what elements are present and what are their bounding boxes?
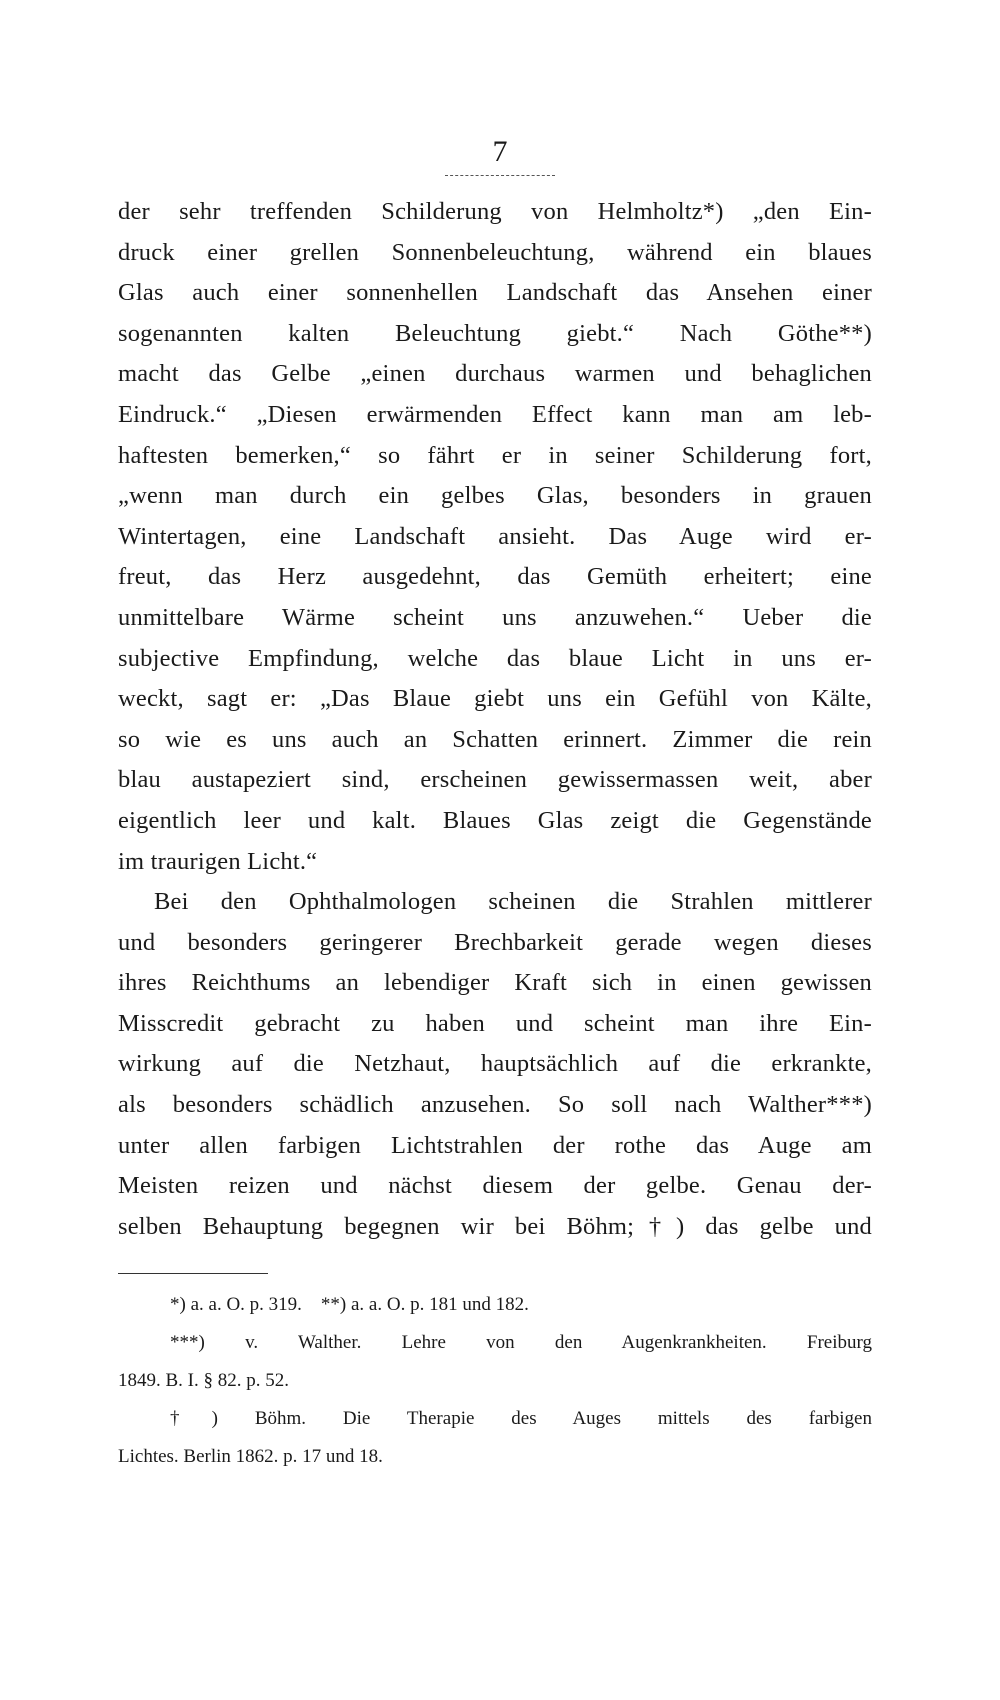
body-line: druck einer grellen Sonnenbeleuchtung, während ein blaues [118, 238, 872, 266]
body-line: blau austapeziert sind, erscheinen gewissermassen weit, aber [118, 766, 872, 794]
body-line: macht das Gelbe „einen durchaus warmen und behaglichen [118, 360, 872, 388]
body-line: freut, das Herz ausgedehnt, das Gemüth erheitert; eine [118, 563, 872, 591]
body-line: unmittelbare Wärme scheint uns anzuwehen.“ Ueber die [118, 603, 872, 631]
body-text [118, 192, 872, 1247]
body-line: so wie es uns auch an Schatten erinnert. Zimmer die rein [118, 725, 872, 753]
body-line: eigentlich leer und kalt. Blaues Glas zeigt die Gegenstände [118, 806, 872, 834]
body-line: haftesten bemerken,“ so fährt er in seiner Schilderung fort, [118, 441, 872, 469]
body-line: im traurigen Licht.“ [118, 847, 318, 875]
paragraph-start-line: Bei den Ophthalmologen scheinen die Strahlen mittlerer [154, 888, 872, 916]
body-line: sogenannten kalten Beleuchtung giebt.“ Nach Göthe**) [118, 319, 872, 347]
body-line: Eindruck.“ „Diesen erwärmenden Effect kann man am leb- [118, 400, 872, 428]
footnote-line: Lichtes. Berlin 1862. p. 17 und 18. [118, 1446, 383, 1467]
body-line: als besonders schädlich anzusehen. So soll nach Walther***) [118, 1091, 872, 1119]
body-line: selben Behauptung begegnen wir bei Böhm;†) das gelbe und [118, 1212, 872, 1240]
footnote-line: ***) v. Walther. Lehre von den Augenkrankheiten. Freiburg [170, 1332, 872, 1353]
page-number-rule [445, 175, 555, 176]
footnote-line: 1849. B. I. § 82. p. 52. [118, 1370, 289, 1391]
body-line: subjective Empfindung, welche das blaue Licht in uns er- [118, 644, 872, 672]
body-line: Wintertagen, eine Landschaft ansieht. Das Auge wird er- [118, 522, 872, 550]
body-line: und besonders geringerer Brechbarkeit gerade wegen dieses [118, 928, 872, 956]
footnote-line: †) Böhm. Die Therapie des Auges mittels des farbigen [170, 1408, 872, 1429]
body-line: ihres Reichthums an lebendiger Kraft sich in einen gewissen [118, 969, 872, 997]
footnote-separator [118, 1273, 268, 1274]
body-line: Glas auch einer sonnenhellen Landschaft das Ansehen einer [118, 279, 872, 307]
footnote-line: *) a. a. O. p. 319. **) a. a. O. p. 181 und 182. [170, 1294, 529, 1315]
page-number: 7 [492, 135, 508, 168]
body-line: weckt, sagt er: „Das Blaue giebt uns ein Gefühl von Kälte, [118, 685, 872, 713]
body-line: unter allen farbigen Lichtstrahlen der rothe das Auge am [118, 1131, 872, 1159]
body-line: Meisten reizen und nächst diesem der gelbe. Genau der- [118, 1172, 872, 1200]
body-line: wirkung auf die Netzhaut, hauptsächlich auf die erkrankte, [118, 1050, 872, 1078]
body-line: der sehr treffenden Schilderung von Helmholtz*) „den Ein- [118, 198, 872, 225]
footnotes [118, 1286, 872, 1476]
body-line: Misscredit gebracht zu haben und scheint man ihre Ein- [118, 1009, 872, 1037]
body-line: „wenn man durch ein gelbes Glas, besonders in grauen [118, 482, 872, 510]
